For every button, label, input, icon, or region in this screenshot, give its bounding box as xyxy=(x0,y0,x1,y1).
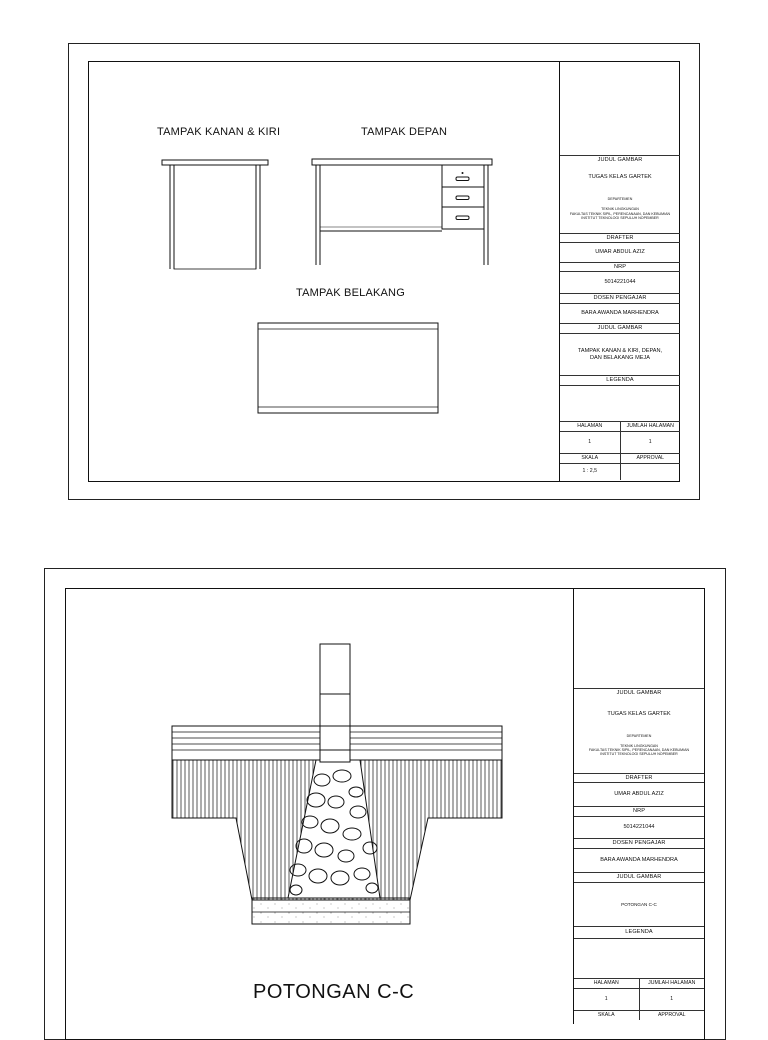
tb1-drawing-title-line2: DAN BELAKANG MEJA xyxy=(590,354,650,361)
tb2-jumlah-halaman: JUMLAH HALAMAN xyxy=(648,979,696,986)
desk-back-view xyxy=(256,321,440,415)
tb1-halaman-row xyxy=(560,421,680,431)
tb1-drafter: UMAR ABDUL AZIZ xyxy=(560,242,680,262)
tb2-halaman-values xyxy=(574,988,704,1010)
foundation-section-drawing xyxy=(160,640,510,960)
tb2-department xyxy=(574,725,704,765)
tb2-drawing-title: POTONGAN C-C xyxy=(574,882,704,926)
tb2-departemen-label: DEPARTEMEN xyxy=(626,733,652,738)
tb1-skala-row xyxy=(560,453,680,463)
tb2-dept-name: TEKNIK LINGKUNGAN xyxy=(620,743,658,748)
tb2-faculty: FAKULTAS TEKNIK SIPIL, PERENCANAAN, DAN KEBUMIAN xyxy=(588,748,690,752)
tb1-approval: APPROVAL xyxy=(636,454,665,461)
tb2-halaman-row xyxy=(574,978,704,988)
tb2-drafter-header: DRAFTER xyxy=(574,773,704,782)
tb1-judul-gambar-header-2: JUDUL GAMBAR xyxy=(560,323,680,333)
tb1-halaman-values xyxy=(560,431,680,453)
tb2-legenda: LEGENDA xyxy=(574,926,704,938)
tb1-drawing-title-line1: TAMPAK KANAN & KIRI, DEPAN, xyxy=(577,348,663,355)
label-tampak-belakang: TAMPAK BELAKANG xyxy=(296,287,405,299)
tb2-skala-row xyxy=(574,1010,704,1020)
tb1-nrp: 5014221044 xyxy=(560,271,680,293)
tb1-halaman-val: 1 xyxy=(560,432,621,453)
tb2-skala: SKALA xyxy=(574,1011,640,1020)
tb2-halaman-val: 1 xyxy=(574,989,640,1010)
tb2-dosen: BARA AWANDA MARHENDRA xyxy=(574,848,704,872)
tb2-nrp-header: NRP xyxy=(574,806,704,816)
tb1-faculty: FAKULTAS TEKNIK SIPIL, PERENCANAAN, DAN KEBUMIAN xyxy=(569,211,671,216)
tb1-dosen-header: DOSEN PENGAJAR xyxy=(560,293,680,303)
label-potongan-c-c: POTONGAN C-C xyxy=(253,981,415,1003)
tb1-skala: SKALA xyxy=(560,454,621,463)
tb1-project: TUGAS KELAS GARTEK xyxy=(588,174,652,181)
tb1-jumlah-val: 1 xyxy=(648,438,652,445)
desk-side-view xyxy=(160,155,272,275)
tb1-judul-gambar-header: JUDUL GAMBAR xyxy=(560,155,680,164)
tb2-judul-gambar-header-2: JUDUL GAMBAR xyxy=(574,872,704,882)
tb1-skala-val: 1 : 2,5 xyxy=(560,464,621,480)
tb1-skala-values xyxy=(560,463,680,480)
tb2-approval: APPROVAL xyxy=(657,1011,686,1018)
label-tampak-kanan-kiri: TAMPAK KANAN & KIRI xyxy=(157,126,281,138)
tb1-institute: INSTITUT TEKNOLOGI SEPULUH NOPEMBER xyxy=(581,215,659,220)
tb2-nrp: 5014221044 xyxy=(574,816,704,838)
tb2-institute: INSTITUT TEKNOLOGI SEPULUH NOPEMBER xyxy=(600,752,678,757)
desk-front-view xyxy=(310,155,496,275)
tb2-jumlah-val: 1 xyxy=(670,995,674,1002)
tb1-departemen-label: DEPARTEMEN xyxy=(607,197,633,202)
tb1-legenda: LEGENDA xyxy=(560,375,680,385)
tb2-judul-gambar-header: JUDUL GAMBAR xyxy=(574,688,704,697)
tb1-drawing-title xyxy=(560,333,680,375)
tb2-halaman: HALAMAN xyxy=(574,979,640,988)
tb1-department xyxy=(560,186,680,231)
title-block-2 xyxy=(573,588,704,1024)
tb1-approval-val xyxy=(621,464,681,480)
tb1-dosen: BARA AWANDA MARHENDRA xyxy=(560,303,680,323)
tb2-legenda-area xyxy=(574,938,704,978)
tb2-project: TUGAS KELAS GARTEK xyxy=(607,710,671,717)
tb2-dosen-header: DOSEN PENGAJAR xyxy=(574,838,704,848)
tb2-drafter: UMAR ABDUL AZIZ xyxy=(574,782,704,806)
label-tampak-depan: TAMPAK DEPAN xyxy=(361,126,448,138)
tb1-halaman: HALAMAN xyxy=(560,422,621,431)
tb1-drafter-header: DRAFTER xyxy=(560,233,680,242)
tb1-dept-name: TEKNIK LINGKUNGAN xyxy=(601,207,639,212)
tb1-legenda-area xyxy=(560,385,680,421)
title-block-1 xyxy=(559,61,680,481)
tb1-nrp-header: NRP xyxy=(560,262,680,271)
tb1-jumlah-halaman: JUMLAH HALAMAN xyxy=(626,422,674,429)
